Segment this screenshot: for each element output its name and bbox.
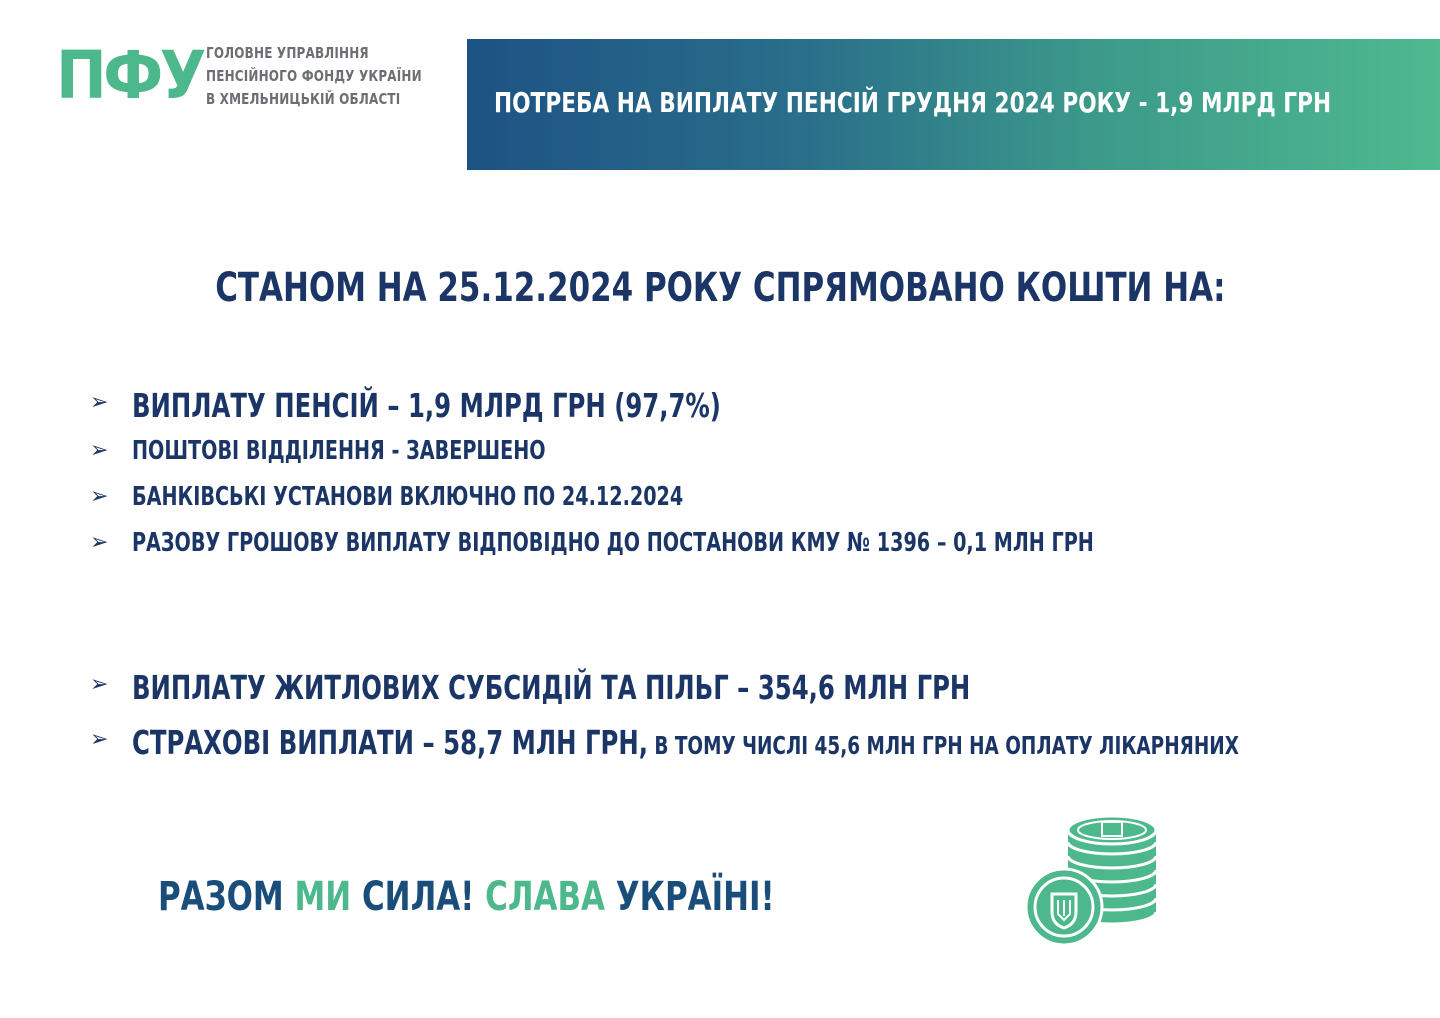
slogan-word: СИЛА! (351, 874, 486, 920)
coin-stack-icon (1024, 812, 1164, 947)
page-title-text: СТАНОМ НА 25.12.2024 РОКУ СПРЯМОВАНО КОШТИ НА: (214, 265, 1226, 311)
arrowhead-bullet-icon: ➢ (90, 672, 109, 697)
list-item-text: ВИПЛАТУ ЖИТЛОВИХ СУБСИДІЙ ТА ПІЛЬГ – 354,6 МЛН ГРН (132, 668, 971, 707)
slogan (158, 874, 775, 920)
list-item-text: БАНКІВСЬКІ УСТАНОВИ ВКЛЮЧНО ПО 24.12.2024 (132, 482, 684, 512)
arrowhead-bullet-icon: ➢ (90, 727, 109, 752)
list-item-text (132, 723, 1239, 762)
list-item-text: РАЗОВУ ГРОШОВУ ВИПЛАТУ ВІДПОВІДНО ДО ПОСТАНОВИ КМУ № 1396 – 0,1 МЛН ГРН (132, 528, 1094, 558)
list-item-suffix: В ТОМУ ЧИСЛІ 45,6 МЛН ГРН НА ОПЛАТУ ЛІКАРНЯНИХ (647, 731, 1239, 760)
pfu-logo-mark: ПФУ (56, 37, 203, 114)
arrowhead-bullet-icon: ➢ (90, 438, 109, 463)
slogan-word: МИ (294, 874, 352, 920)
banner-title: ПОТРЕБА НА ВИПЛАТУ ПЕНСІЙ ГРУДНЯ 2024 РОКУ - 1,9 МЛРД ГРН (494, 86, 1332, 119)
slogan-word: УКРАЇНІ! (605, 874, 775, 920)
arrowhead-bullet-icon: ➢ (90, 390, 109, 415)
page-title (0, 265, 1440, 311)
logo-line-2: ПЕНСІЙНОГО ФОНДУ УКРАЇНИ (206, 67, 422, 85)
arrowhead-bullet-icon: ➢ (90, 530, 109, 555)
list-item-text: ВИПЛАТУ ПЕНСІЙ – 1,9 МЛРД ГРН (97,7%) (132, 386, 721, 425)
header-banner (467, 39, 1440, 170)
logo-line-3: В ХМЕЛЬНИЦЬКІЙ ОБЛАСТІ (206, 90, 401, 108)
logo-organization-name (206, 42, 466, 111)
slogan-word: СЛАВА (485, 874, 606, 920)
slogan-word: РАЗОМ (158, 874, 295, 920)
list-item-main: СТРАХОВІ ВИПЛАТИ – 58,7 МЛН ГРН, (132, 723, 648, 762)
logo-line-1: ГОЛОВНЕ УПРАВЛІННЯ (206, 44, 369, 62)
arrowhead-bullet-icon: ➢ (90, 484, 109, 509)
list-item-text: ПОШТОВІ ВІДДІЛЕННЯ - ЗАВЕРШЕНО (132, 436, 546, 466)
